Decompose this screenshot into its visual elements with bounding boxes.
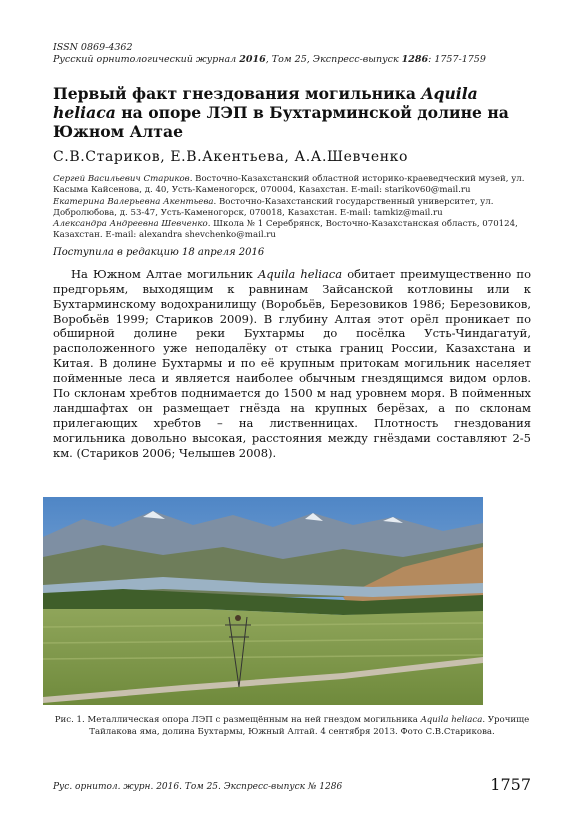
title-part2: на опоре ЛЭП в Бухтарминской долине на Южном Алтае [53, 103, 509, 141]
affiliation-details: . Школа № 1 Серебрянск, Восточно-Казахстанская область, 070124, Казахстан. E-mail: alexandra shevchenko@mail.ru [53, 219, 518, 241]
affiliation-name: Александра Андреевна Шевченко [53, 219, 208, 230]
nest-icon [235, 615, 241, 621]
figure-photo [43, 497, 483, 705]
title-part1: Первый факт гнездования могильника [53, 84, 422, 103]
affiliation-details: . Восточно-Казахстанский государственный университет, ул. Добролюбова, д. 53-47, Усть-Каменогорск, 070018, Казахстан. E-mail: tamkiz@mail.ru [53, 196, 494, 218]
affiliation-2 [53, 197, 531, 220]
affiliation-3 [53, 219, 531, 242]
journal-citation [53, 54, 531, 66]
affiliations [53, 174, 531, 242]
affiliation-name: Сергей Васильевич Стариков [53, 174, 190, 184]
article-title [53, 84, 531, 141]
journal-issue: 1286 [401, 54, 429, 65]
affiliation-details: . Восточно-Казахстанский областной историко-краеведческий музей, ул. Касыма Кайсенова, д. 40, Усть-Каменогорск, 070004, Казахстан. E-mail: starikov60@mail.ru [53, 174, 525, 196]
authors: С.В.Стариков, Е.В.Акентьева, А.А.Шевченко [53, 149, 409, 165]
page-footer [53, 770, 531, 794]
title-species: Aquila heliaca [53, 84, 478, 122]
affiliation-1 [53, 174, 531, 197]
received-date: Поступила в редакцию 18 апреля 2016 [53, 246, 265, 258]
landscape-photo [43, 497, 483, 705]
footer-citation: Рус. орнитол. журн. 2016. Том 25. Экспресс-выпуск № 1286 [53, 782, 343, 792]
journal-prefix: Русский орнитологический журнал [53, 54, 240, 65]
journal-mid: , Том 25, Экспресс-выпуск [265, 54, 402, 65]
figure-caption [53, 715, 531, 738]
body-pre: На Южном Алтае могильник [71, 266, 258, 281]
body-species: Aquila heliaca [257, 266, 343, 281]
journal-pages: : 1757-1759 [428, 54, 486, 65]
journal-year: 2016 [239, 54, 266, 65]
affiliation-name: Екатерина Валерьевна Акентьева [53, 196, 214, 207]
caption-pre: Рис. 1. Металлическая опора ЛЭП с размещённым на ней гнездом могильника [54, 715, 421, 725]
issn: ISSN 0869-4362 [53, 42, 133, 53]
issn-line [53, 42, 531, 54]
body-paragraph [53, 267, 531, 461]
body-post: обитает преимущественно по предгорьям, выходящим к равнинам Зайсанской котловины или к Бухтарминскому водохранилищу (Воробьёв, Березовиков 1986; Березовиков, Воробьёв 1999; Стариков 2009). В глубину Алтая этот орёл проникает по обширной долине реки Бухтармы до посёлка Усть-Чиндагатуй, расположенного уже неподалёку от стыка границ России, Казахстана и Китая. В долине Бухтармы и по её крупным притокам могильник населяет пойменные леса и является наиболее обычным гнездящимся видом орлов. По склонам хребтов поднимается до 1500 м над уровнем моря. В пойменных ландшафтах он размещает гнёзда на крупных берёзах, а по склонам прилегающих хребтов – на лиственницах. Плотность гнездования могильника довольно высокая, расстояния между гнёздами составляют 2-5 км. (Стариков 2006; Челышев 2008). [53, 266, 531, 460]
page-number: 1757 [490, 775, 531, 794]
article-page [53, 42, 531, 461]
caption-species: Aquila heliaca [420, 715, 483, 725]
caption-post: . Урочище Тайлакова яма, долина Бухтармы, Южный Алтай. 4 сентября 2013. Фото С.В.Старикова. [89, 715, 530, 737]
